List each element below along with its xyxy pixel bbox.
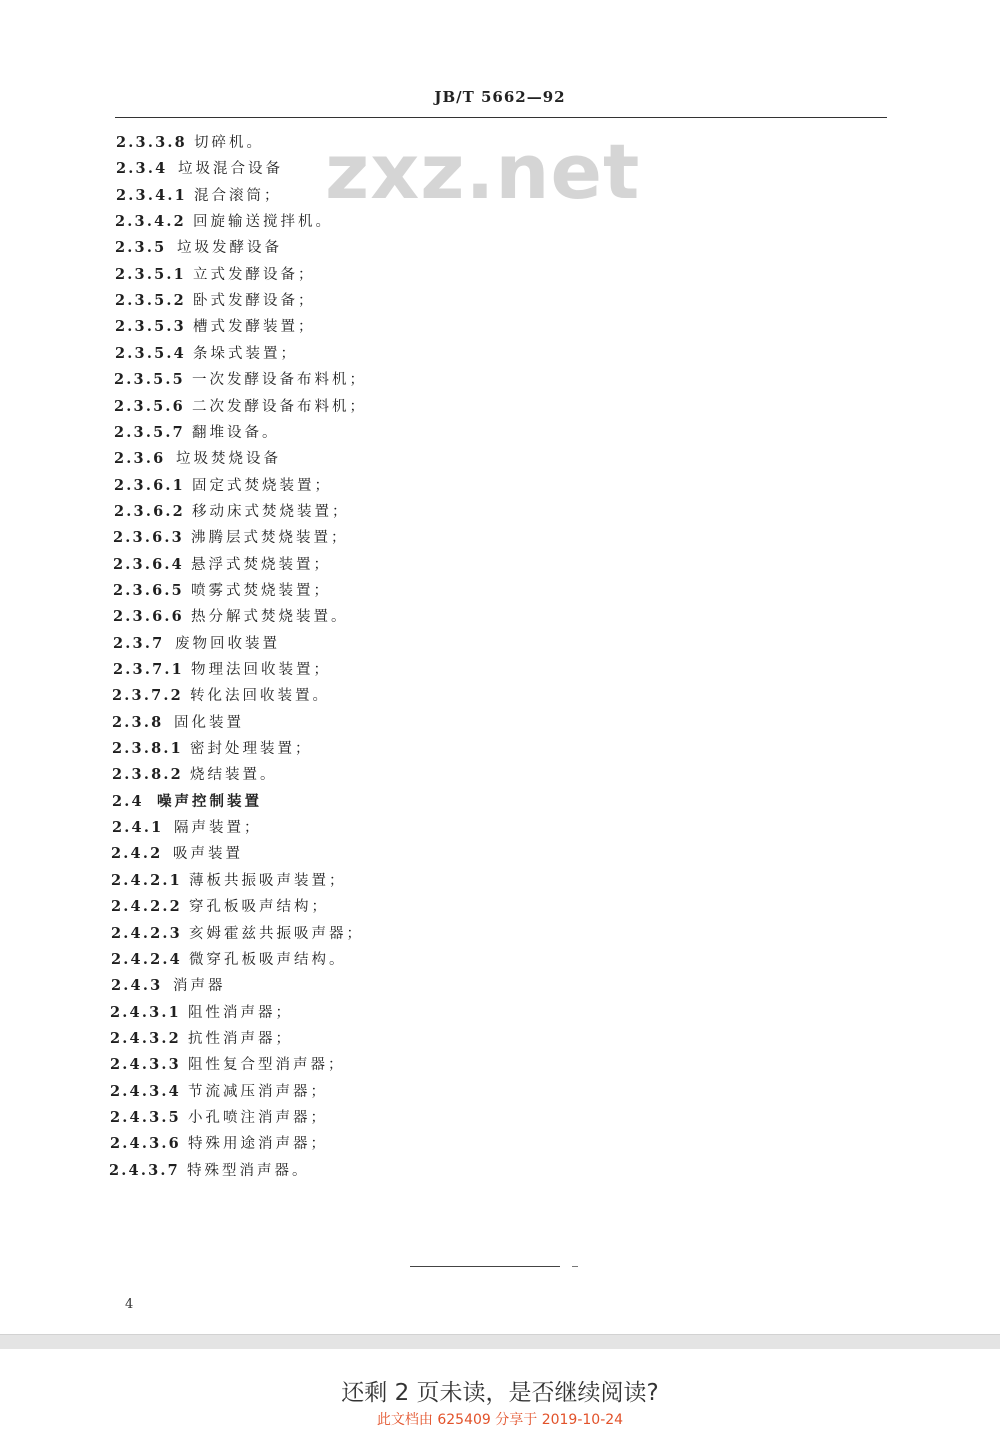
clause-entry [110,1134,328,1154]
clause-title: 穿孔板吸声结构； [189,899,329,916]
clause-entry [110,1108,328,1128]
clause-entry [116,186,282,206]
clause-entry [110,1029,293,1049]
clause-number: 2.4.3 [111,977,163,995]
clause-number: 2.4.3.3 [110,1056,181,1074]
clause-number: 2.3.5.6 [114,397,185,415]
clause-number: 2.3.7 [113,634,165,652]
clause-title: 固定式焚烧装置； [192,477,332,494]
clause-number: 2.4.2.2 [111,898,182,916]
clause-title: 微穿孔板吸声结构。 [189,951,347,968]
clause-entry [110,1082,328,1102]
footer-rule-tick [572,1266,578,1267]
clause-entry [115,212,333,232]
clause-title: 消声器 [173,978,226,995]
clause-entry [113,607,349,627]
footer-rule [410,1266,560,1267]
clause-entry [111,897,329,917]
clause-entry [112,765,278,785]
clause-title: 卧式发酵设备； [193,293,316,310]
header-rule [115,117,887,118]
clause-number: 2.4.2.3 [111,924,182,942]
clause-number: 2.4.3.1 [110,1003,181,1021]
clause-entry [113,555,331,575]
clause-entry [111,844,243,864]
clause-number: 2.3.4 [116,160,168,178]
clause-title: 隔声装置； [174,820,262,837]
clause-number: 2.4.3.6 [110,1135,181,1153]
clause-entry [114,502,350,522]
clause-title: 垃圾混合设备 [178,161,283,178]
clause-title: 条垛式装置； [193,345,298,362]
clause-entry [114,423,280,443]
clause-title: 节流减压消声器； [188,1083,328,1100]
clause-number: 2.3.4.1 [116,186,187,204]
clause-title: 一次发酵设备布料机； [192,372,367,389]
clause-number: 2.3.5.1 [115,265,186,283]
clause-title: 薄板共振吸声装置； [189,872,347,889]
clause-number: 2.3.5.2 [115,292,186,310]
clause-entry [110,1003,293,1023]
clause-entry [110,1055,346,1075]
clause-number: 2.4.3.2 [110,1029,181,1047]
clause-number: 2.4.3.4 [110,1082,181,1100]
clause-title: 抗性消声器； [188,1030,293,1047]
clause-number: 2.3.5 [115,239,167,257]
clause-number: 2.3.7.2 [112,687,183,705]
clause-title: 转化法回收装置。 [190,688,330,705]
clause-entry [115,291,316,311]
clause-number: 2.3.6.2 [114,502,185,520]
clause-entry [116,133,264,153]
clause-entry [115,344,298,364]
clause-number: 2.4.2.4 [111,950,182,968]
clause-number: 2.4.1 [112,819,164,837]
clause-title: 混合滚筒； [194,187,282,204]
clause-number: 2.3.7.1 [113,661,184,678]
clause-number: 2.4 [112,792,144,810]
clause-entry [115,317,316,337]
clause-entry [113,660,331,680]
clause-entry [113,634,280,654]
clause-title: 回旋输送搅拌机。 [193,214,333,231]
clause-entry [114,476,332,496]
clause-title: 吸声装置 [173,846,243,863]
clause-title: 悬浮式焚烧装置； [191,556,331,573]
clause-entry [115,238,282,258]
share-info: 此文档由 625409 分享于 2019-10-24 [376,1412,624,1428]
clause-title: 立式发酵设备； [193,266,316,283]
clause-title: 喷雾式焚烧装置； [191,582,331,599]
clause-entry [113,581,331,601]
continue-reading-link[interactable]: 还剩 2 页未读，是否继续阅读? [341,1380,659,1406]
clause-number: 2.3.6.4 [113,555,184,573]
clause-title: 垃圾发酵设备 [177,240,282,257]
clause-title: 二次发酵设备布料机； [192,398,367,415]
clause-entry [112,686,330,706]
clause-entry [112,739,313,759]
clause-number: 2.4.3.7 [109,1161,180,1179]
clause-number: 2.3.5.4 [115,344,186,362]
clause-entry [111,924,364,944]
clause-title: 特殊用途消声器； [188,1136,328,1153]
clause-number: 2.3.8 [112,713,164,731]
clause-title: 密封处理装置； [190,741,313,758]
clause-entry [111,976,226,996]
clause-number: 2.3.6.3 [113,529,184,547]
clause-title: 物理法回收装置； [191,662,331,678]
page-number: 4 [125,1297,134,1312]
clause-title: 垃圾焚烧设备 [176,451,281,468]
clause-title: 槽式发酵装置； [193,319,316,336]
clause-entry [114,370,367,390]
clause-title: 亥姆霍兹共振吸声器； [189,925,364,942]
clause-title: 切碎机。 [194,135,264,151]
clause-entry [112,713,244,733]
clause-title: 烧结装置。 [190,767,278,784]
document-header: JB/T 5662—92 [434,88,566,106]
clause-entry [111,871,347,891]
clause-number: 2.3.4.2 [115,213,186,231]
clause-number: 2.3.5.7 [114,423,185,441]
clause-title: 移动床式焚烧装置； [192,503,350,520]
clause-number: 2.3.6.6 [113,608,184,626]
clause-title: 热分解式焚烧装置。 [191,609,349,626]
clause-number: 2.3.5.5 [114,371,185,389]
clause-entry [112,792,262,812]
clause-title: 噪声控制装置 [157,792,262,810]
page-divider [0,1334,1000,1350]
clause-entry [116,159,283,179]
clause-entry [115,265,316,285]
clause-title: 特殊型消声器。 [187,1162,310,1179]
clause-number: 2.4.2.1 [111,871,182,889]
clause-number: 2.4.3.5 [110,1108,181,1126]
clause-title: 小孔喷注消声器； [188,1109,328,1126]
clause-number: 2.3.6.5 [113,581,184,599]
clause-number: 2.3.3.8 [116,134,187,151]
clause-entry [109,1161,310,1181]
clause-entry [112,818,262,838]
clause-title: 沸腾层式焚烧装置； [191,530,349,547]
clause-entry [113,528,349,548]
clause-entry [111,950,347,970]
clause-number: 2.3.5.3 [115,318,186,336]
clause-title: 废物回收装置 [175,635,280,652]
clause-entry [114,449,281,469]
clause-number: 2.3.8.1 [112,740,183,758]
clause-title: 阻性消声器； [188,1004,293,1021]
clause-number: 2.3.6 [114,450,166,468]
clause-number: 2.4.2 [111,845,163,863]
watermark: zxz.net [325,127,641,216]
clause-title: 阻性复合型消声器； [188,1057,346,1074]
clause-title: 翻堆设备。 [192,424,280,441]
clause-title: 固化装置 [174,714,244,731]
clause-number: 2.3.8.2 [112,766,183,784]
clause-number: 2.3.6.1 [114,476,185,494]
clause-entry [114,397,367,417]
